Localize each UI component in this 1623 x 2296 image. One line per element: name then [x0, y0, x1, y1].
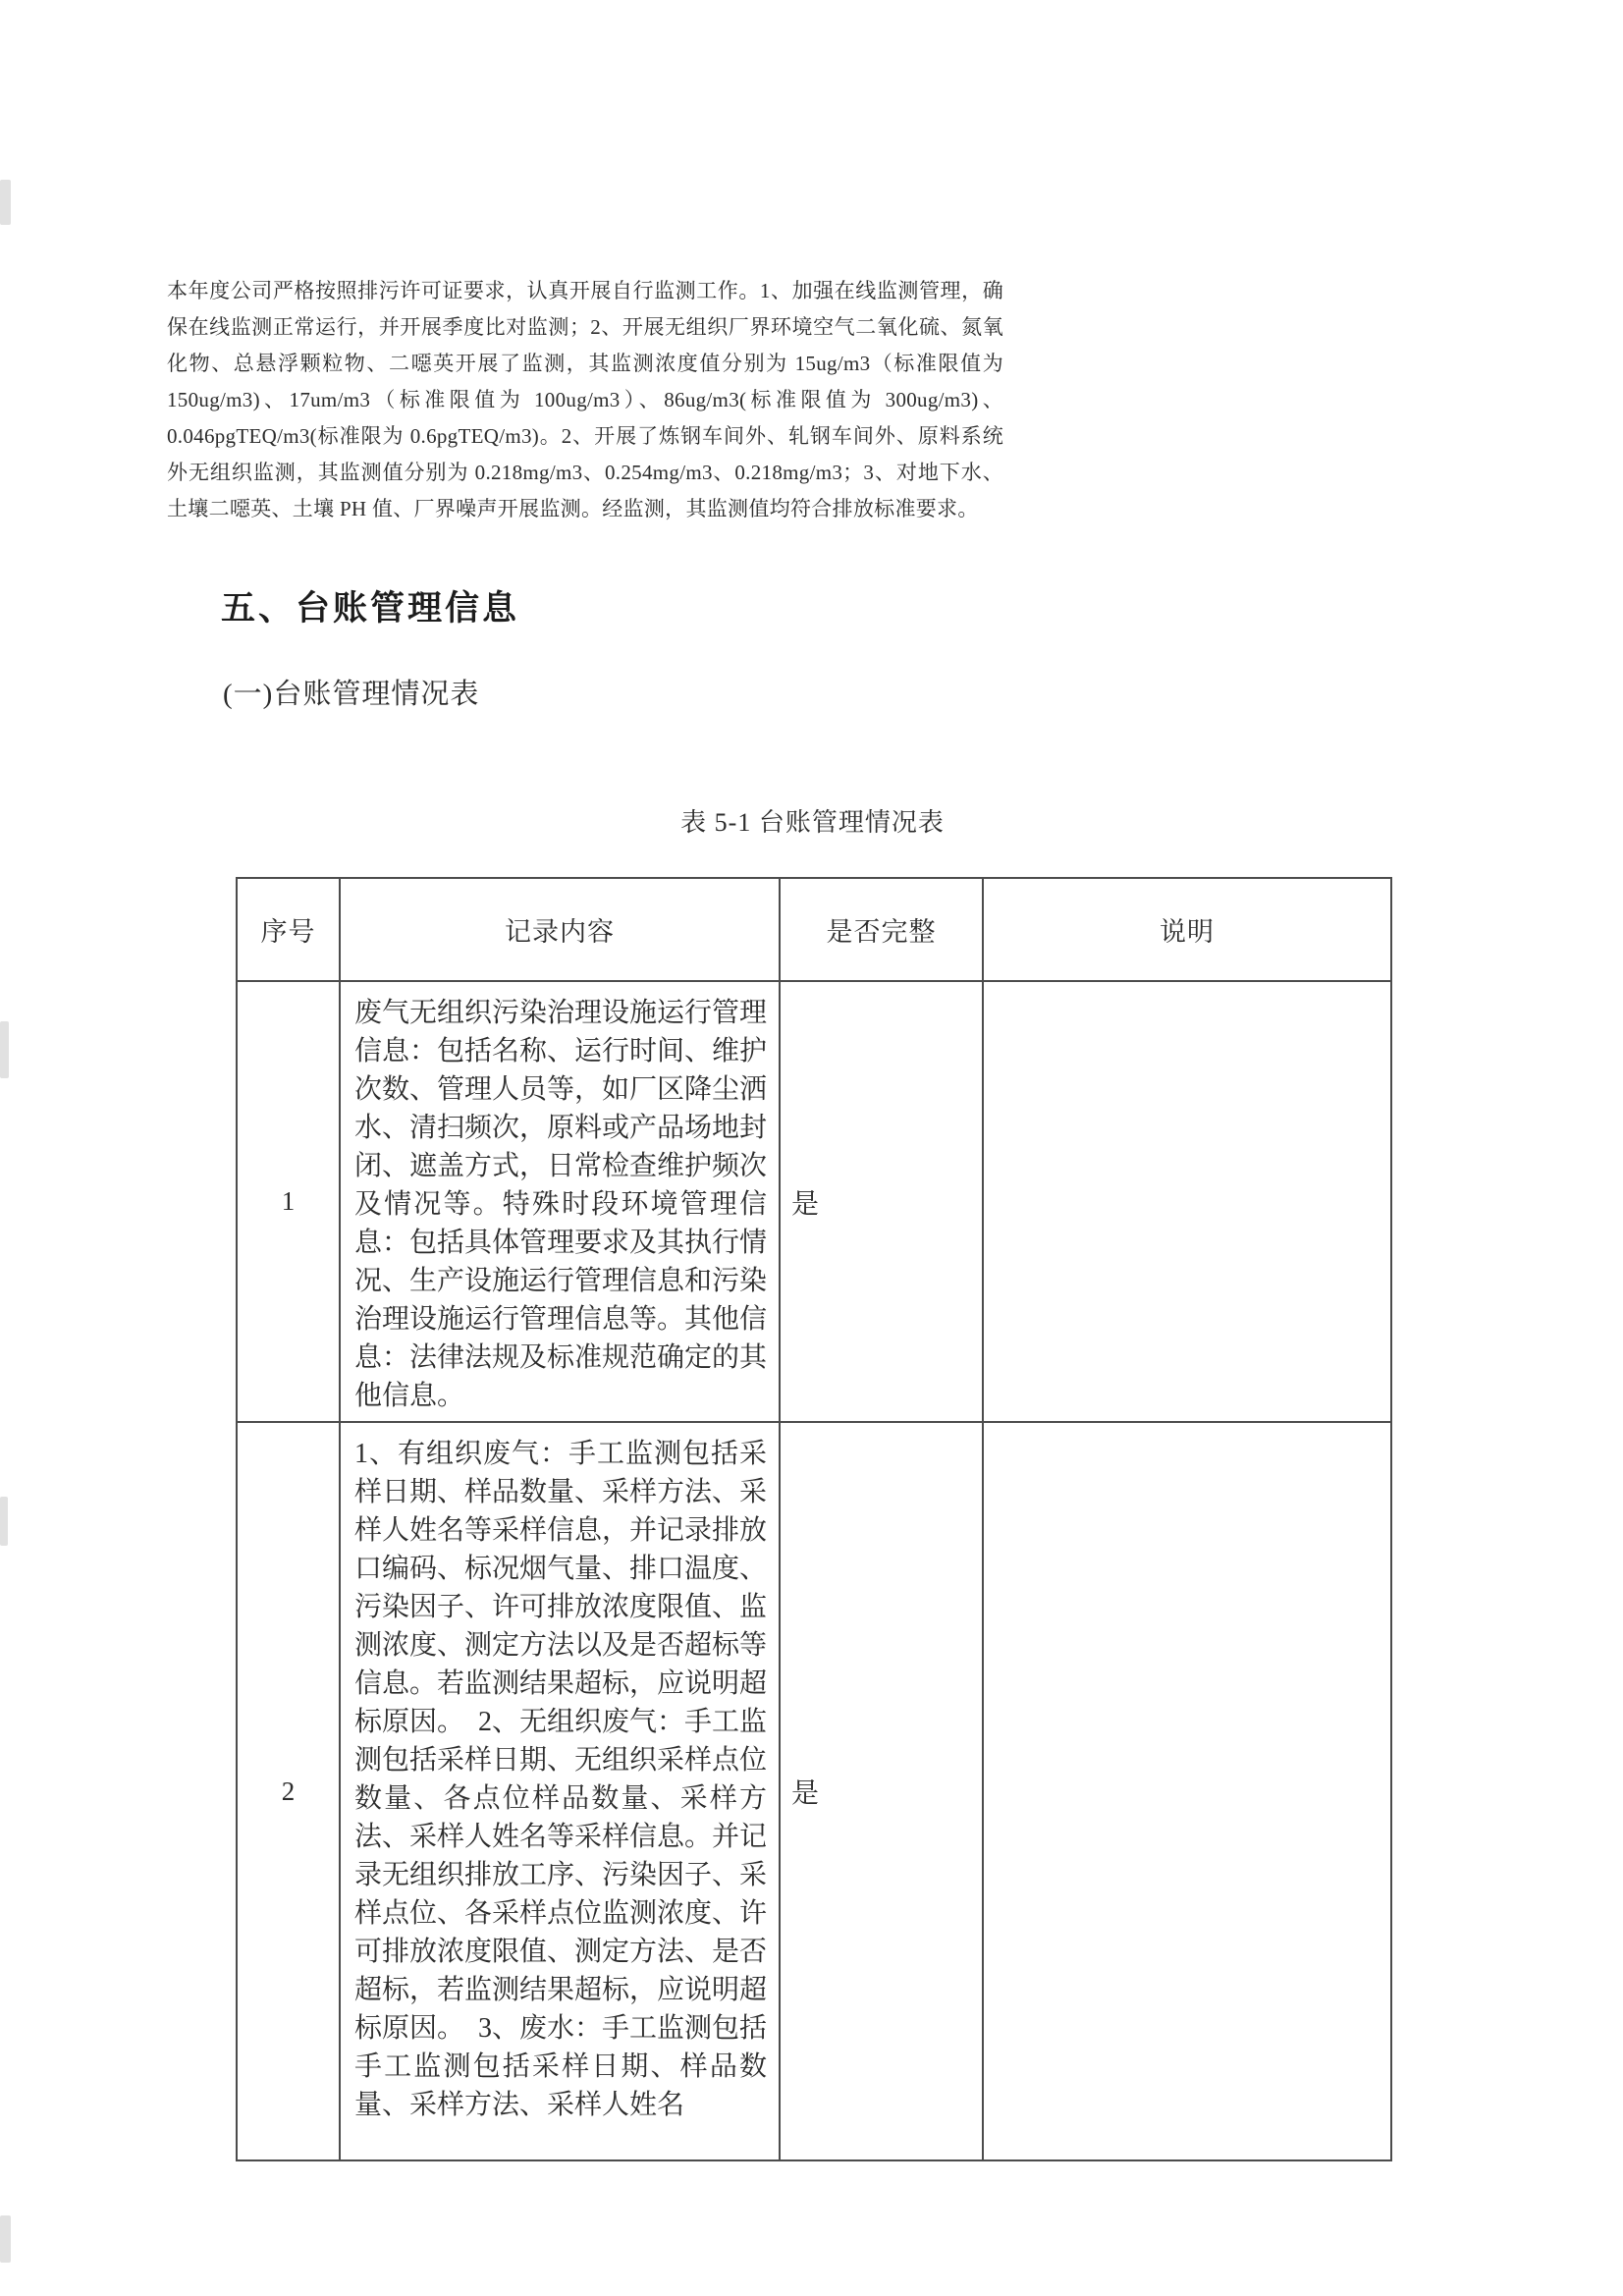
note-cell — [983, 981, 1391, 1422]
header-col-completeness: 是否完整 — [780, 878, 983, 981]
table-caption: 表 5-1 台账管理情况表 — [680, 808, 945, 837]
record-content-cell: 废气无组织污染治理设施运行管理信息：包括名称、运行时间、维护次数、管理人员等，如厂区降尘洒水、清扫频次，原料或产品场地封闭、遮盖方式，日常检查维护频次及情况等。特殊时段环境管理信息：包括具体管理要求及其执行情况、生产设施运行管理信息和污染治理设施运行管理信息等。其他信息：法律法规及标准规范确定的其他信息。 — [340, 981, 780, 1422]
table-header-row — [237, 878, 1391, 981]
scan-artifact — [0, 1497, 8, 1546]
subsection-heading: (一)台账管理情况表 — [223, 679, 480, 710]
completeness-cell: 是 — [780, 981, 983, 1422]
ledger-management-table — [236, 877, 1392, 2161]
header-col-note: 说明 — [983, 878, 1391, 981]
scan-artifact — [0, 180, 11, 225]
completeness-cell: 是 — [780, 1422, 983, 2160]
intro-paragraph: 本年度公司严格按照排污许可证要求，认真开展自行监测工作。1、加强在线监测管理，确保在线监测正常运行，并开展季度比对监测；2、开展无组织厂界环境空气二氧化硫、氮氧化物、总悬浮颗粒物、二噁英开展了监测，其监测浓度值分别为 15ug/m3（标准限值为 150ug/m3)、17um/m3（标准限值为 100ug/m3）、86ug/m3(标准限值为 300ug/m3)、0.046pgTEQ/m3(标准限为 0.6pgTEQ/m3)。2、开展了炼钢车间外、轧钢车间外、原料系统外无组织监测，其监测值分别为 0.218mg/m3、0.254mg/m3、0.218mg/m3；3、对地下水、土壤二噁英、土壤 PH 值、厂界噪声开展监测。经监测，其监测值均符合排放标准要求。 — [167, 279, 1003, 520]
header-col-record: 记录内容 — [340, 878, 780, 981]
note-cell — [983, 1422, 1391, 2160]
row-number-cell: 1 — [237, 981, 340, 1422]
header-col-number: 序号 — [237, 878, 340, 981]
record-content-cell: 1、有组织废气：手工监测包括采样日期、样品数量、采样方法、采样人姓名等采样信息，并记录排放口编码、标况烟气量、排口温度、污染因子、许可排放浓度限值、监测浓度、测定方法以及是否超标等信息。若监测结果超标，应说明超标原因。 2、无组织废气：手工监测包括采样日期、无组织采样点位数量、各点位样品数量、采样方法、采样人姓名等采样信息。并记录无组织排放工序、污染因子、采样点位、各采样点位监测浓度、许可排放浓度限值、测定方法、是否超标，若监测结果超标，应说明超标原因。 3、废水：手工监测包括手工监测包括采样日期、样品数量、采样方法、采样人姓名 — [340, 1422, 780, 2160]
table-row — [237, 1422, 1391, 2160]
scan-artifact — [0, 1021, 9, 1078]
row-number-cell: 2 — [237, 1422, 340, 2160]
scan-artifact — [0, 2215, 11, 2263]
section-heading: 五、台账管理信息 — [221, 589, 520, 628]
table-row — [237, 981, 1391, 1422]
